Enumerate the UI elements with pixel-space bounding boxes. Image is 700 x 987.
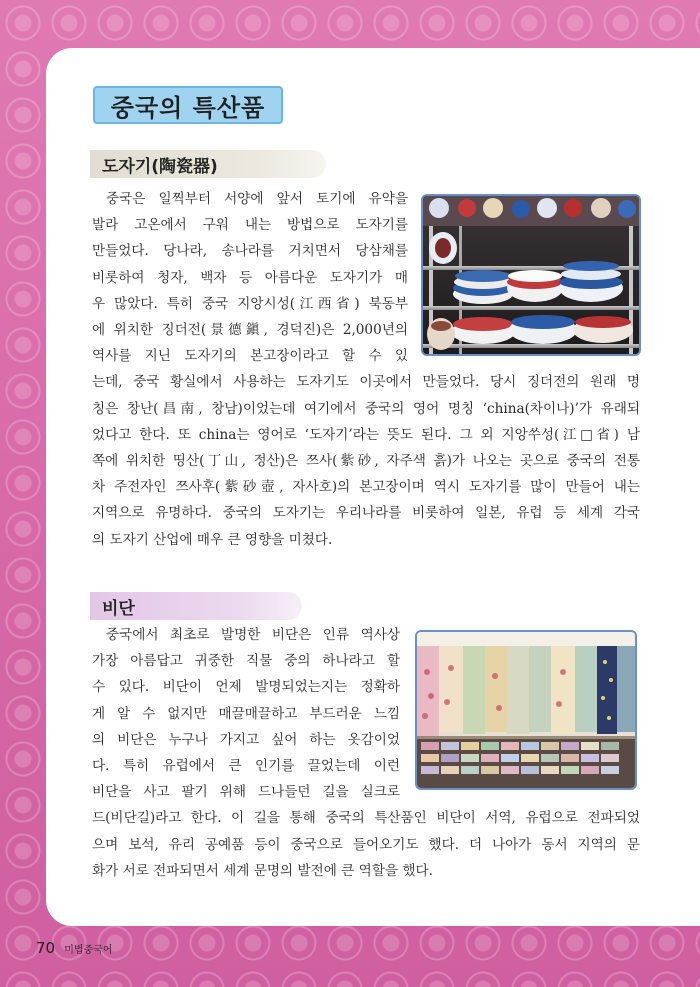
text-line: 발라 고온에서 구워 내는 방법으로 도자기를: [92, 217, 408, 234]
text-line: 다. 특히 유럽에서 큰 인기를 끌었는데 이런: [92, 758, 400, 775]
text-line: 의 도자기 산업에 매우 큰 영향을 미쳤다.: [92, 531, 333, 548]
text-line: 지역으로 유명하다. 중국의 도자기는 우리나라를 비롯하여 일본, 유럽 등 세계 각국: [92, 505, 640, 522]
page-title: 중국의 특산품: [93, 86, 283, 124]
ceramics-shop-photo: [421, 194, 641, 356]
text-line: 차 주전자인 쯔사후(紫砂壺, 자사호)의 본고장이며 역시 도자기를 많이 만들어 내는: [92, 479, 640, 496]
text-line: 우 많았다. 특히 중국 지앙시성(江西省) 북동부: [92, 295, 408, 312]
text-line: 중국은 일찍부터 서양에 앞서 토기에 유약을: [106, 191, 408, 207]
text-line: 만들었다. 당나라, 송나라를 거치면서 당삼채를: [92, 243, 408, 260]
text-line: 의 비단은 누구나 가지고 싶어 하는 옷감이었: [92, 731, 400, 748]
text-line: 중국에서 최초로 발명한 비단은 인류 역사상: [106, 627, 400, 643]
text-line: 수 있다. 비단이 언제 발명되었는지는 정확하: [92, 679, 400, 696]
text-line: 칭은 창난(昌南, 창남)이었는데 여기에서 중국의 영어 명칭 ‘china(차이나)’가 유래되: [92, 400, 640, 417]
text-line: 쪽에 위치한 띵산(丁山, 정산)은 쯔사(紫砂, 자주색 흙)가 나오는 곳으로 중국의 전통: [92, 453, 640, 470]
text-line: 화가 서로 전파되면서 세계 문명의 발전에 큰 역할을 했다.: [92, 862, 433, 879]
silk-shop-photo: [415, 630, 637, 790]
text-line: 비단을 사고 팔기 위해 드나들던 길을 실크로: [92, 784, 400, 801]
text-line: 드(비단길)라고 한다. 이 길을 통해 중국의 특산품인 비단이 서역, 유럽으로 전파되었: [92, 810, 640, 827]
text-line: 가장 아름답고 귀중한 직물 중의 하나라고 할: [92, 653, 400, 670]
section-heading-silk: 비단: [90, 592, 302, 620]
text-line: 는데, 중국 황실에서 사용하는 도자기도 이곳에서 만들었다. 당시 징더전의 원래 명: [92, 374, 640, 391]
page-number: 70: [36, 939, 56, 957]
text-line: 에 위치한 징더전(景德鎭, 경덕진)은 2,000년의: [92, 322, 408, 339]
ceramic-bowls-image: [423, 196, 639, 354]
silk-fabric-image: [417, 632, 635, 788]
section-heading-ceramics: 도자기(陶瓷器): [90, 150, 326, 178]
text-line: 역사를 지닌 도자기의 본고장이라고 할 수 있: [92, 348, 408, 365]
text-line: 게 알 수 없지만 매끌매끌하고 부드러운 느낌: [92, 705, 400, 722]
text-line: 었다고 한다. 또 china는 영어로 ‘도자기’라는 뜻도 된다. 그 외 지앙쑤성(江□省) 남: [92, 426, 640, 443]
text-line: 비롯하여 청자, 백자 등 아름다운 도자기가 매: [92, 269, 408, 286]
book-title: 미법중국어: [64, 945, 113, 956]
page-footer: [36, 938, 113, 957]
text-line: 으며 보석, 유리 공예품 등이 중국으로 들어오기도 했다. 더 나아가 동서 지역의 문: [92, 836, 640, 853]
